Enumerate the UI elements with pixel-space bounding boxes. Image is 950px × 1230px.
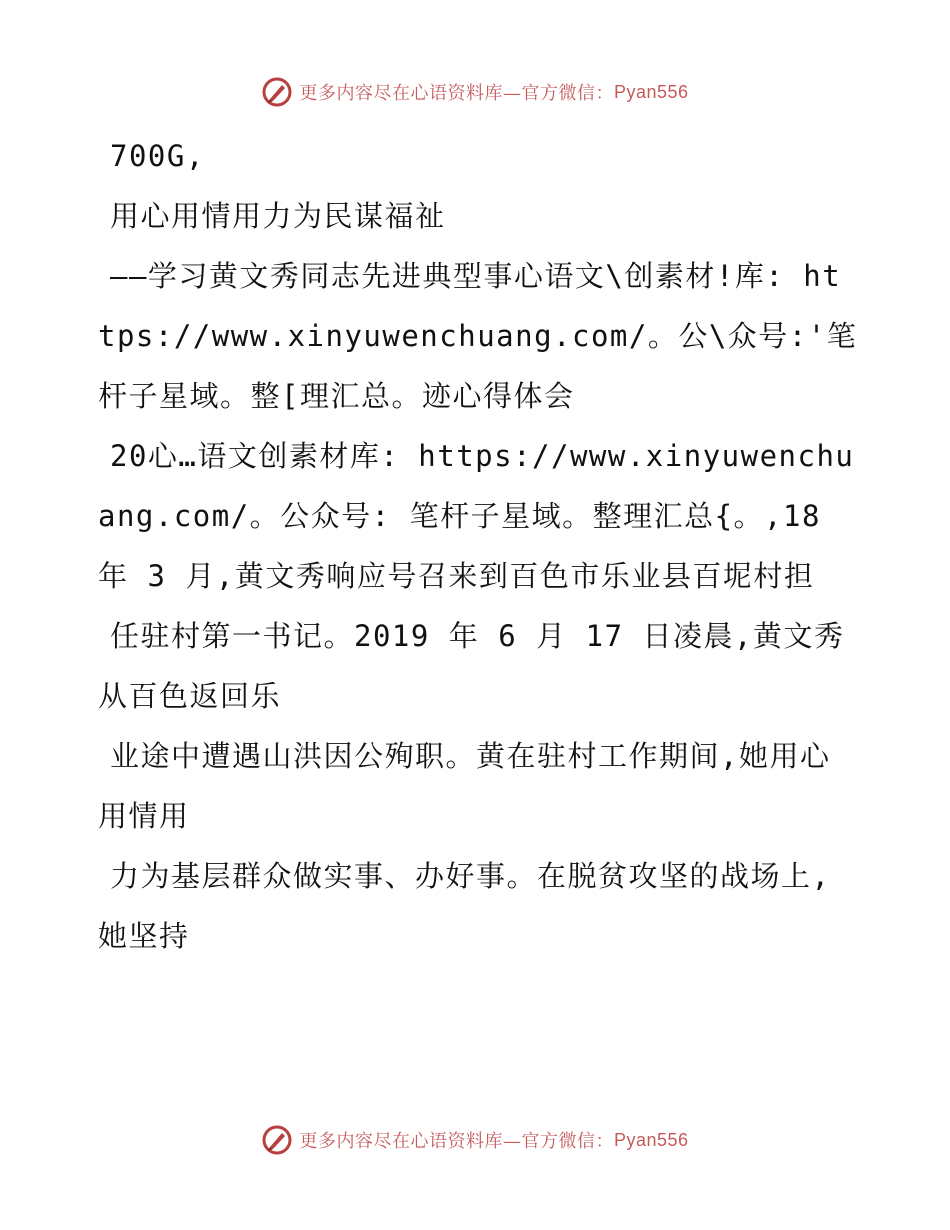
document-body xyxy=(98,126,858,966)
header-watermark-banner xyxy=(0,72,950,112)
header-banner-text: 更多内容尽在心语资料库—官方微信： xyxy=(299,83,614,104)
pen-logo-icon xyxy=(261,1124,293,1156)
header-banner-handle: Pyan556 xyxy=(613,81,689,102)
pen-logo-icon xyxy=(261,76,293,108)
footer-banner-handle: Pyan556 xyxy=(613,1129,689,1150)
paragraph-6: 业途中遭遇山洪因公殉职。黄在驻村工作期间,她用心用情用 xyxy=(98,739,831,833)
paragraph-title: 用心用情用力为民谋福祉 xyxy=(110,199,446,233)
footer-watermark-banner xyxy=(0,1120,950,1160)
paragraph-7: 力为基层群众做实事、办好事。在脱贫攻坚的战场上,她坚持 xyxy=(98,859,831,953)
paragraph-1: 700G, xyxy=(110,139,205,173)
paragraph-4: 20心…语文创素材库: https://www.xinyuwenchuang.com/。公众号: 笔杆子星域。整理汇总{。,18 年 3 月,黄文秀响应号召来到百色市乐业县百坭村担 xyxy=(98,439,855,593)
paragraph-subtitle: ——学习黄文秀同志先进典型事心语文\创素材!库: https://www.xinyuwenchuang.com/。公\众号:'笔杆子星域。整[理汇总。迹心得体会 xyxy=(98,259,858,413)
paragraph-5: 任驻村第一书记。2019 年 6 月 17 日凌晨,黄文秀从百色返回乐 xyxy=(98,619,845,713)
footer-banner-text: 更多内容尽在心语资料库—官方微信： xyxy=(299,1131,614,1152)
